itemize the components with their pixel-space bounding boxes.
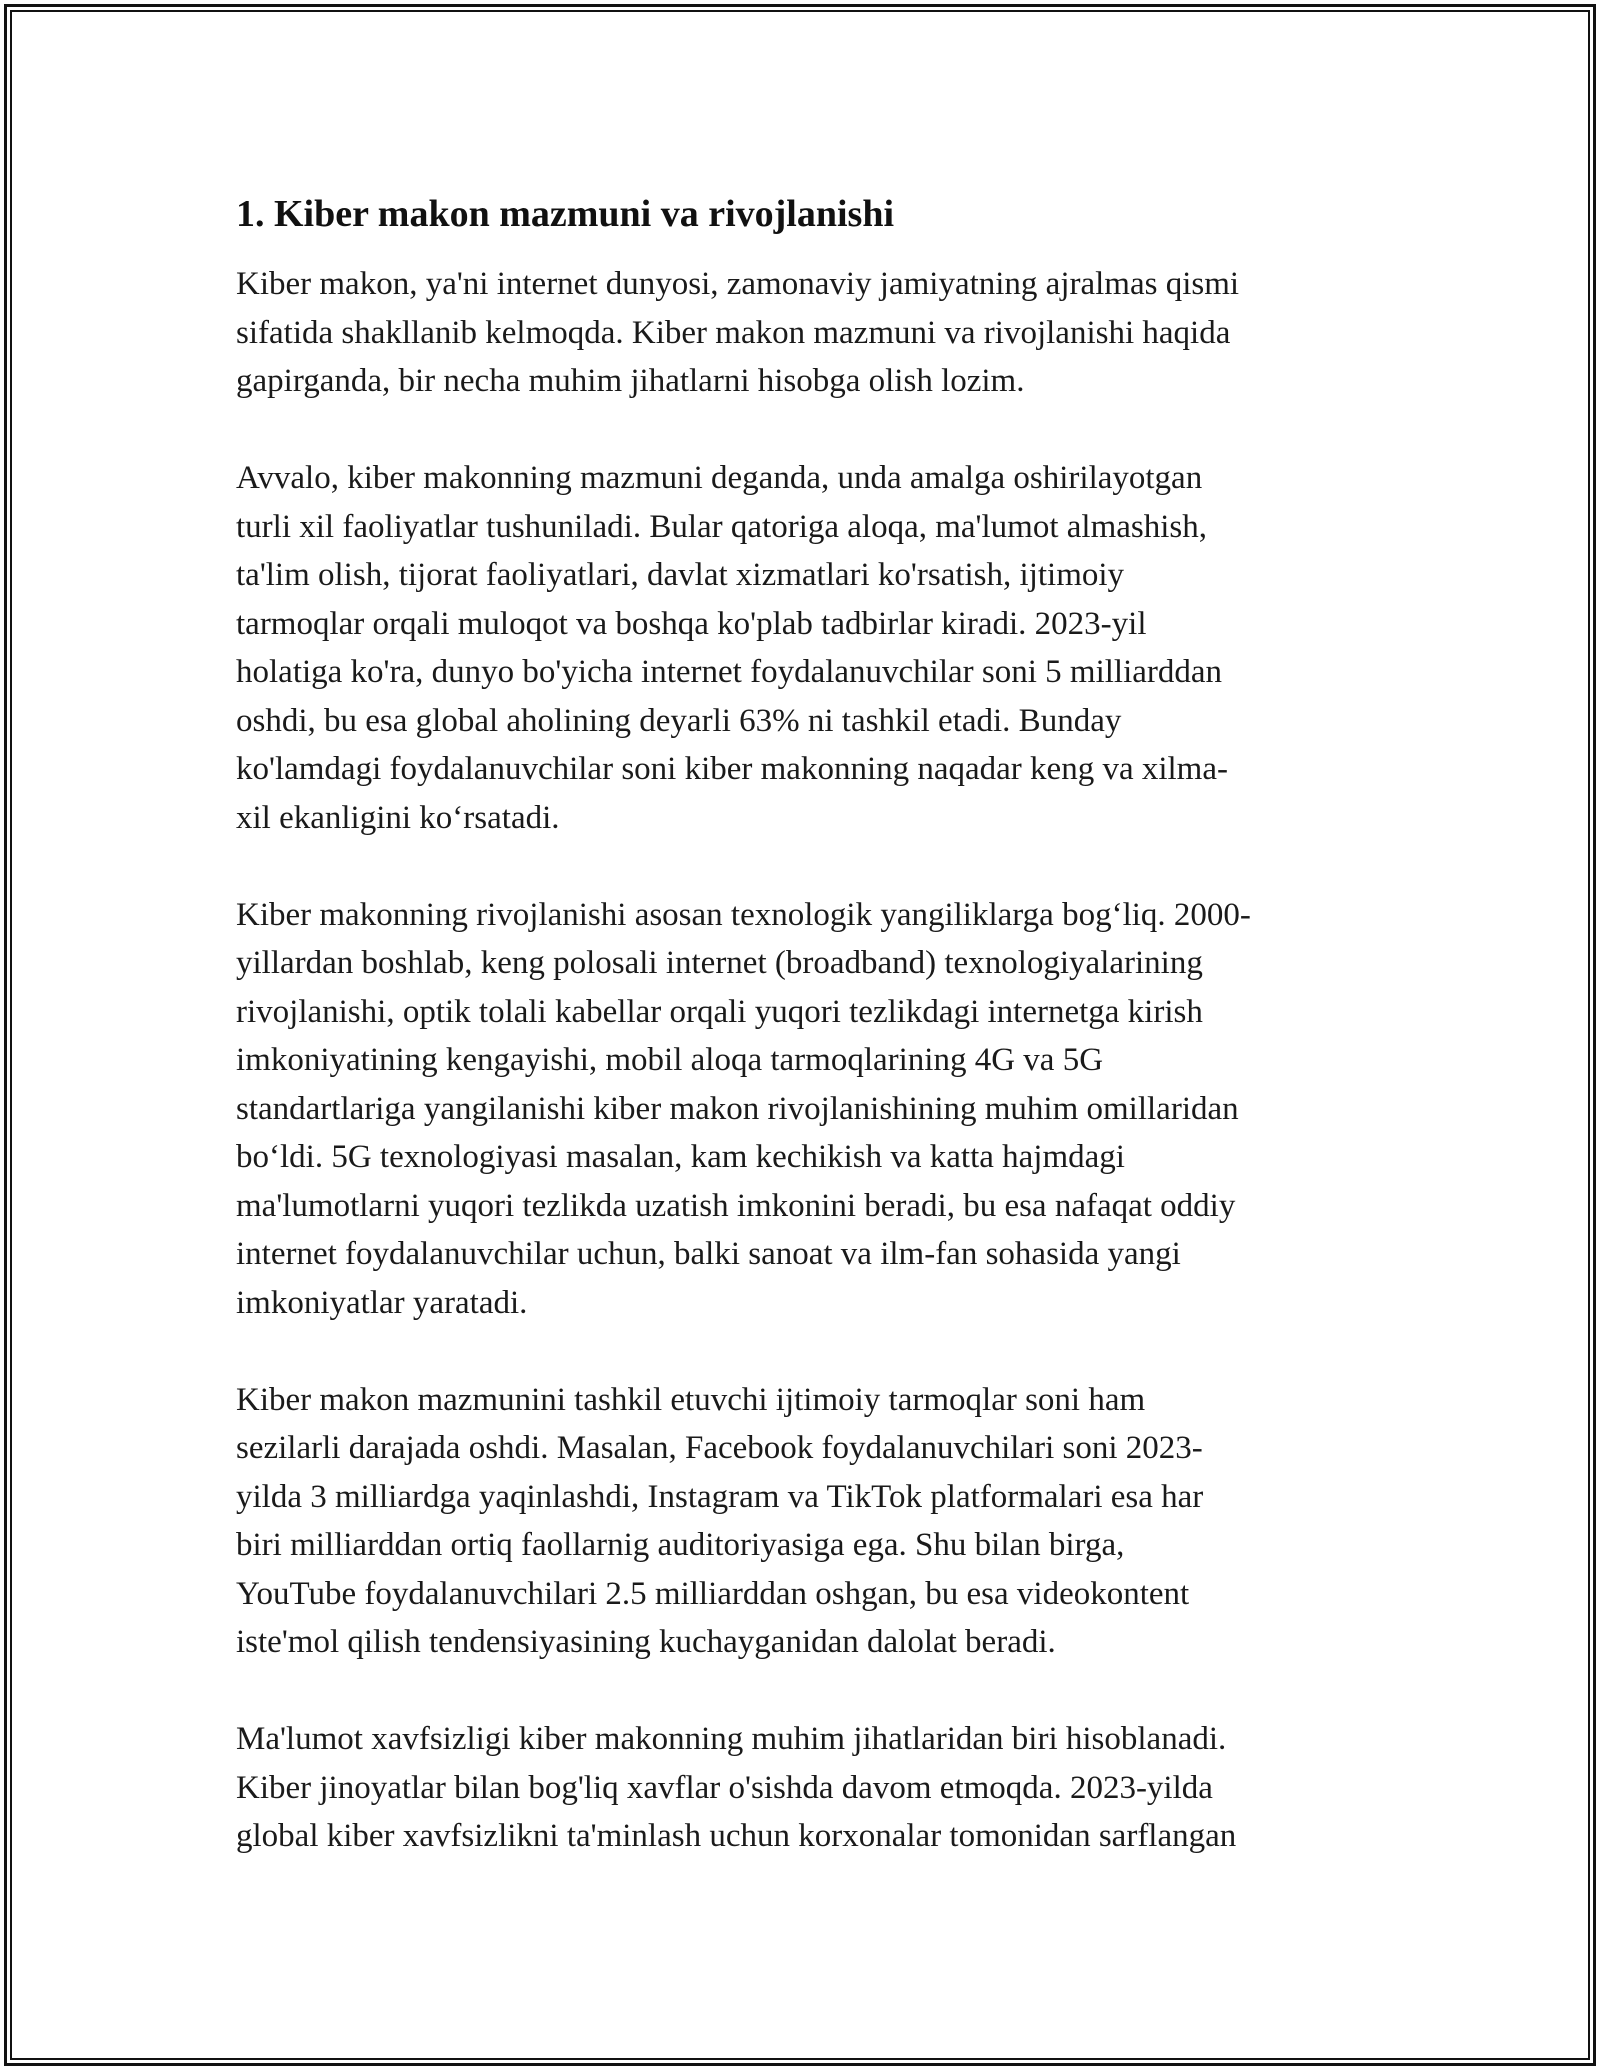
section-heading: 1. Kiber makon mazmuni va rivojlanishi [236, 193, 895, 235]
document-body [236, 190, 1376, 1909]
paragraph-data-security: Ma'lumot xavfsizligi kiber makonning muhim jihatlaridan biri hisoblanadi. Kiber jinoyatlar bilan bog'liq xavflar o'sishda davom etmoqda. 2023-yilda global kiber xavfsizlikni ta'minlash uchun korxonalar tomonidan sarflangan [236, 1721, 1237, 1854]
paragraph-content-meaning: Avvalo, kiber makonning mazmuni deganda, unda amalga oshirilayotgan turli xil faoliyatlar tushuniladi. Bular qatoriga aloqa, ma'lumot almashish, ta'lim olish, tijorat faoliyatlari, davlat xizmatlari ko'rsatish, ijtimoiy tarmoqlar orqali muloqot va boshqa ko'plab tadbirlar kiradi. 2023-yil holatiga ko'ra, dunyo bo'yicha internet foydalanuvchilar soni 5 milliarddan oshdi, bu esa global aholining deyarli 63% ni tashkil etadi. Bunday ko'lamdagi foydalanuvchilar soni kiber makonning naqadar keng va xilma- xil ekanligini ko‘rsatadi. [236, 460, 1228, 836]
paragraph-development: Kiber makonning rivojlanishi asosan texnologik yangiliklarga bog‘liq. 2000- yillardan boshlab, keng polosali internet (broadband) texnologiyalarining rivojlanishi, optik tolali kabellar orqali yuqori tezlikdagi internetga kirish imkoniyatining kengayishi, mobil aloqa tarmoqlarining 4G va 5G standartlariga yangilanishi kiber makon rivojlanishining muhim omillaridan bo‘ldi. 5G texnologiyasi masalan, kam kechikish va katta hajmdagi ma'lumotlarni yuqori tezlikda uzatish imkonini beradi, bu esa nafaqat oddiy internet foydalanuvchilar uchun, balki sanoat va ilm-fan sohasida yangi imkoniyatlar yaratadi. [236, 896, 1251, 1321]
paragraph-social-networks: Kiber makon mazmunini tashkil etuvchi ijtimoiy tarmoqlar soni ham sezilarli darajada oshdi. Masalan, Facebook foydalanuvchilari soni 2023- yilda 3 milliardga yaqinlashdi, Instagram va TikTok platformalari esa har biri milliarddan ortiq faollarnig auditoriyasiga ega. Shu bilan birga, YouTube foydalanuvchilari 2.5 milliarddan oshgan, bu esa videokontent iste'mol qilish tendensiyasining kuchayganidan dalolat beradi. [236, 1381, 1204, 1660]
paragraph-intro: Kiber makon, ya'ni internet dunyosi, zamonaviy jamiyatning ajralmas qismi sifatida shakllanib kelmoqda. Kiber makon mazmuni va rivojlanishi haqida gapirganda, bir necha muhim jihatlarni hisobga olish lozim. [236, 266, 1240, 399]
